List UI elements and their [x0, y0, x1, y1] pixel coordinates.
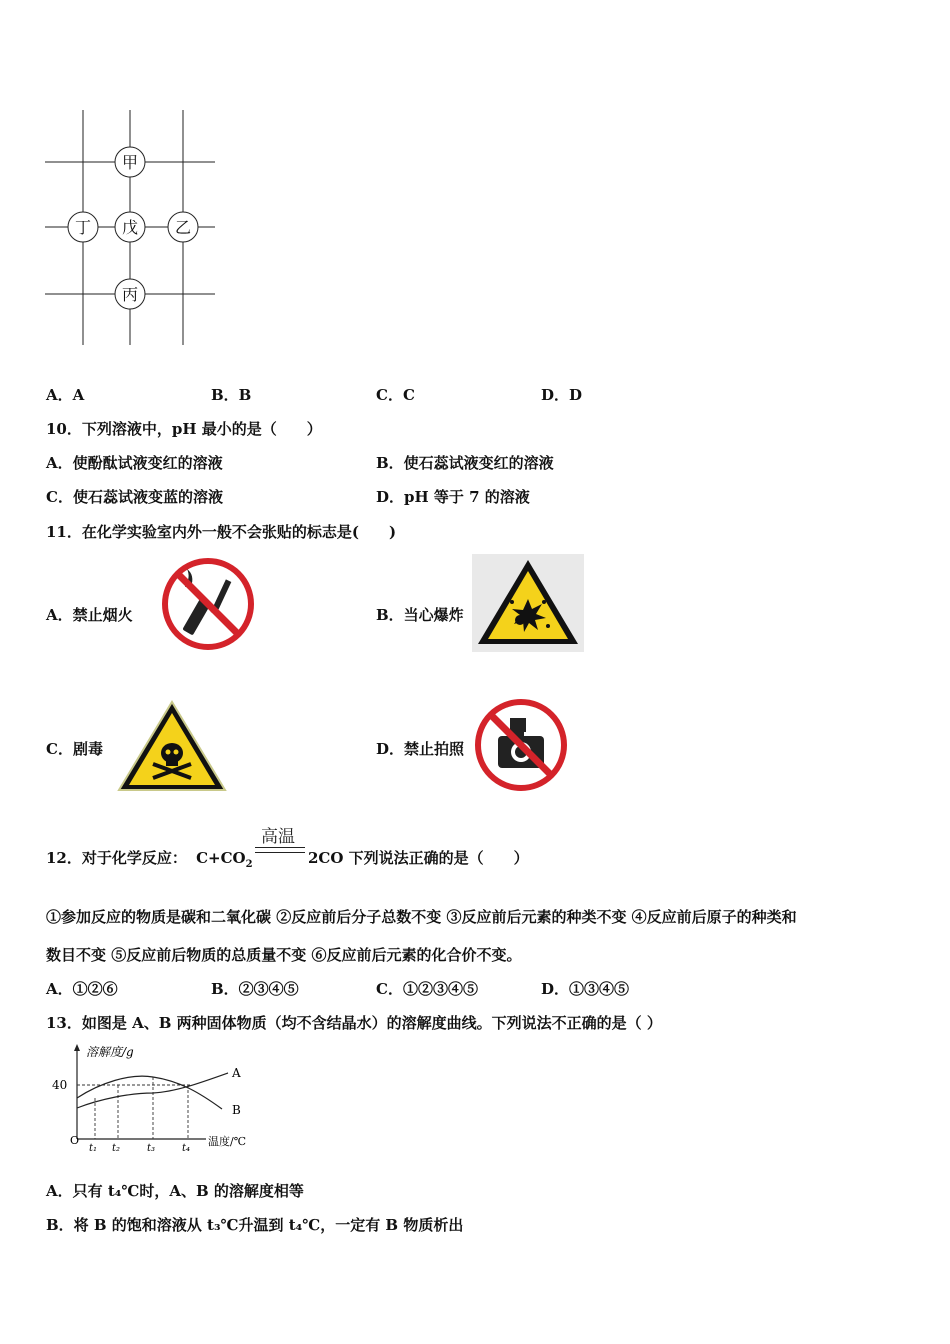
q12-option-d[interactable]: D．①③④⑤	[541, 980, 630, 998]
q9-option-b[interactable]: B．B	[211, 386, 252, 404]
origin-label: O	[70, 1134, 80, 1147]
q10-option-a[interactable]: A．使酚酞试液变红的溶液	[46, 454, 223, 472]
q11-option-c[interactable]: C．剧毒	[46, 740, 103, 758]
q12-reactants: $C+CO_2$	[196, 849, 253, 870]
q10-stem: 10．下列溶液中，pH 最小的是（ ）	[46, 420, 322, 438]
q9-option-c[interactable]: C．C	[376, 386, 415, 404]
q12-stem	[46, 848, 253, 875]
curve-a	[77, 1073, 228, 1108]
label-yi: 乙	[174, 218, 192, 237]
label-ding: 丁	[74, 218, 92, 237]
q12-option-b[interactable]: B．②③④⑤	[211, 980, 299, 998]
q12-statements-line2: 数目不变 ⑤反应前后物质的总质量不变 ⑥反应前后元素的化合价不变。	[46, 946, 522, 964]
x-axis-label: 温度/℃	[208, 1135, 247, 1148]
grid-diagram	[40, 105, 225, 350]
no-fire-sign-icon	[161, 557, 255, 651]
label-bing: 丙	[121, 285, 139, 304]
label-jia: 甲	[121, 153, 139, 172]
q11-option-b[interactable]: B．当心爆炸	[376, 606, 464, 624]
toxic-warning-icon	[115, 698, 229, 794]
q10-option-d[interactable]: D．pH 等于 7 的溶液	[376, 488, 530, 506]
q11-option-d[interactable]: D．禁止拍照	[376, 740, 465, 758]
y-tick-40: 40	[52, 1078, 68, 1092]
no-photo-sign-icon	[474, 698, 568, 792]
solubility-curve-chart	[50, 1043, 280, 1153]
q11-option-a[interactable]: A．禁止烟火	[46, 606, 133, 624]
q12-stem-prefix: 12．对于化学反应：	[46, 849, 187, 867]
x-tick-t2: t₂	[112, 1143, 121, 1153]
q10-option-b[interactable]: B．使石蕊试液变红的溶液	[376, 454, 554, 472]
reaction-condition: 高温	[261, 827, 295, 847]
explosion-warning-icon	[472, 554, 584, 652]
q12-stem-suffix: 2CO 下列说法正确的是（ ）	[308, 849, 529, 867]
x-tick-t4: t₄	[182, 1143, 191, 1153]
q12-option-c[interactable]: C．①②③④⑤	[376, 980, 478, 998]
q10-option-c[interactable]: C．使石蕊试液变蓝的溶液	[46, 488, 223, 506]
q13-option-a[interactable]: A．只有 t₄℃时，A、B 的溶解度相等	[46, 1182, 304, 1200]
curve-b-label: B	[232, 1103, 241, 1117]
q12-statements-line1: ①参加反应的物质是碳和二氧化碳 ②反应前后分子总数不变 ③反应前后元素的种类不变 ④反应前后原子的种类和	[46, 908, 797, 926]
q13-option-b[interactable]: B．将 B 的饱和溶液从 t₃℃升温到 t₄℃，一定有 B 物质析出	[46, 1216, 464, 1234]
q13-stem: 13．如图是 A、B 两种固体物质（均不含结晶水）的溶解度曲线。下列说法不正确的是（ ）	[46, 1014, 662, 1032]
q11-stem: 11．在化学实验室内外一般不会张贴的标志是( )	[46, 523, 397, 541]
reaction-equals-sign	[255, 847, 305, 853]
x-tick-t1: t₁	[89, 1143, 98, 1153]
q9-option-a[interactable]: A．A	[46, 386, 85, 404]
curve-a-label: A	[232, 1066, 241, 1080]
x-tick-t3: t₃	[147, 1143, 156, 1153]
q9-option-d[interactable]: D．D	[541, 386, 583, 404]
q12-option-a[interactable]: A．①②⑥	[46, 980, 118, 998]
label-wu: 戊	[121, 218, 139, 237]
y-axis-label: 溶解度/g	[86, 1045, 134, 1059]
